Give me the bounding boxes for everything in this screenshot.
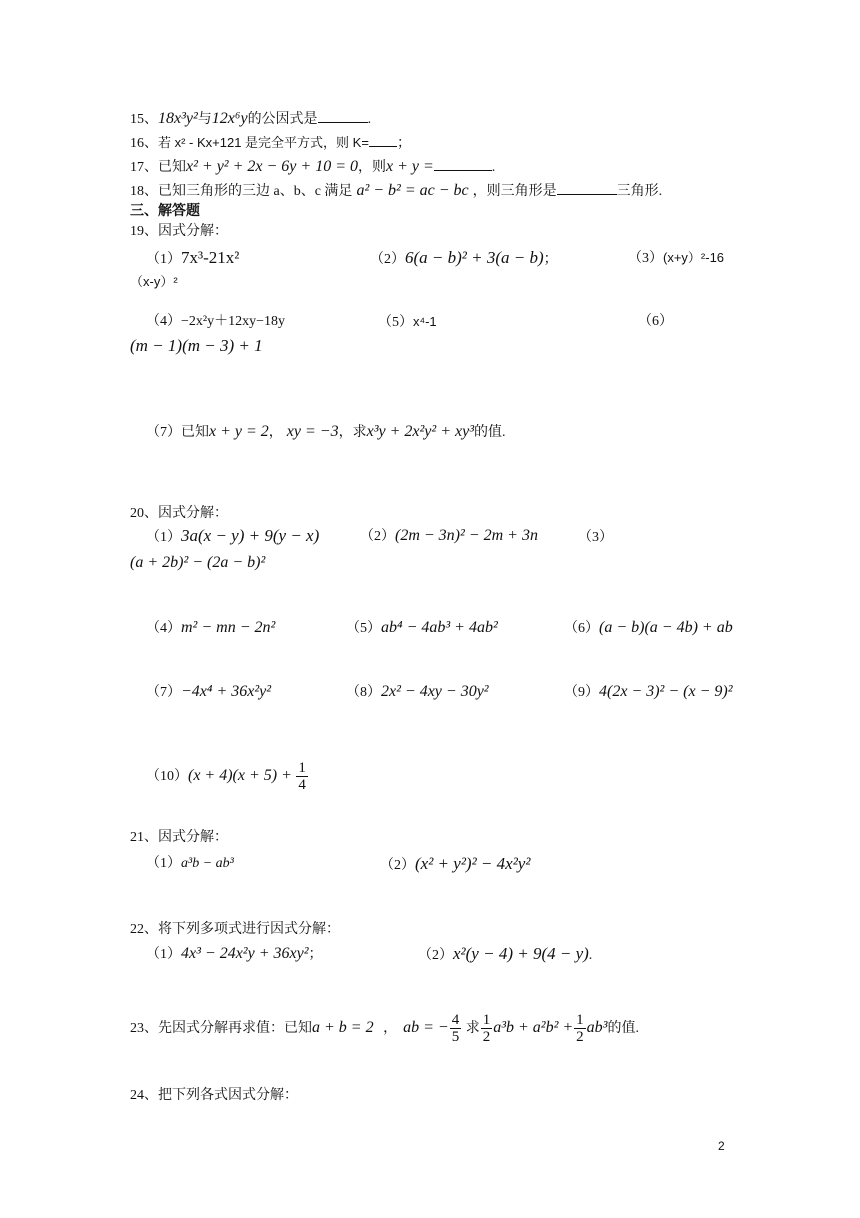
item-label: （2） (418, 948, 453, 963)
page-number: 2 (718, 1139, 725, 1153)
q19-item-2 (370, 248, 558, 270)
item-expr: (a − b)(a − 4b) + ab (599, 619, 733, 636)
q15-end: . (367, 112, 372, 127)
q21-title: 因式分解： (158, 830, 228, 845)
q17-pre: 已知 (158, 160, 186, 175)
q16-number: 16、 (130, 136, 158, 151)
item-end: . (588, 948, 593, 963)
q18-mid: ，则三角形是 (472, 184, 557, 199)
q20-item-9 (564, 682, 733, 703)
fraction (574, 1012, 586, 1045)
q23-expr-part-1: a³b + a²b² + (493, 1019, 574, 1036)
item-expr: (a + 2b)² − (2a − b)² (130, 554, 266, 571)
question-23 (130, 1008, 639, 1049)
item-expr: 6(a − b)² + 3(a − b) (405, 248, 544, 267)
item-expr: −2x²y＋12xy−18y (181, 314, 285, 329)
q20-title: 因式分解： (158, 506, 228, 521)
q17-mid: ，则 (357, 160, 386, 175)
question-21-title (130, 828, 228, 848)
item-label: （2） (370, 252, 405, 267)
item-label: （2） (380, 858, 415, 873)
q22-item-2 (418, 944, 592, 966)
item-label: （1） (146, 530, 181, 545)
item-label: （3） (628, 251, 663, 266)
item-label: （4） (146, 314, 181, 329)
fraction (296, 760, 308, 793)
q19-title: 因式分解： (158, 224, 228, 239)
condition-2: ab = − (403, 1019, 449, 1036)
q24-number: 24、 (130, 1088, 158, 1103)
section-heading: 三、解答题 (130, 204, 200, 219)
q19-item-6-expr (130, 336, 263, 358)
item-expr: (x² + y²)² − 4x²y² (415, 854, 531, 873)
q19-item-5 (378, 312, 437, 333)
item-end: 的值. (473, 425, 506, 440)
q23-sep: ， (383, 1021, 398, 1036)
item-expr: x⁴-1 (413, 314, 437, 329)
q16-end: ； (396, 136, 411, 151)
q17-expr2: x + y = (385, 158, 434, 175)
item-expr: ab⁴ − 4ab³ + 4ab² (381, 619, 498, 636)
q20-item-2 (360, 526, 538, 547)
item-expr: 3a(x − y) + 9(y − x) (181, 526, 320, 545)
item-label: （1） (146, 947, 181, 962)
question-15 (130, 108, 371, 130)
fraction-denominator: 4 (298, 777, 306, 794)
item-label: （10） (146, 769, 188, 784)
item-label: （1） (146, 856, 181, 871)
item-end: ； (308, 947, 323, 962)
q17-number: 17、 (130, 160, 158, 175)
q20-item-5 (346, 618, 498, 639)
question-19-title (130, 222, 228, 242)
fraction-numerator: 4 (451, 1012, 460, 1029)
q15-number: 15、 (130, 112, 158, 127)
q23-number: 23、 (130, 1021, 158, 1036)
answer-blank (557, 180, 617, 195)
item-label: （6） (564, 621, 599, 636)
item-expr: (x + 4)(x + 5) + (188, 767, 292, 784)
q20-number: 20、 (130, 506, 158, 521)
item-mid: ，求 (338, 425, 367, 440)
item-expr: 7x³-21x² (181, 248, 240, 267)
fraction-numerator: 1 (482, 1012, 491, 1029)
item-label: （8） (346, 685, 381, 700)
q15-tail: 的公因式是 (247, 112, 318, 127)
q20-item-4 (146, 618, 275, 639)
question-18 (130, 180, 662, 202)
answer-blank (434, 156, 492, 171)
question-22-title (130, 920, 340, 940)
q18-pre: 已知三角形的三边 a、b、c 满足 (158, 184, 353, 199)
fraction-denominator: 2 (576, 1029, 584, 1046)
q21-item-1 (146, 854, 234, 874)
q20-item-10 (146, 756, 309, 797)
q23-expr-part-2: ab³ (586, 1019, 608, 1036)
q15-expr1: 18x³y² (158, 110, 198, 127)
question-24-title (130, 1086, 298, 1106)
item-expr: (2m − 3n)² − 2m + 3n (395, 527, 538, 544)
q22-item-1 (146, 944, 323, 965)
fraction (450, 1012, 462, 1045)
q19-item-3 (628, 248, 724, 269)
question-16 (130, 132, 411, 154)
q19-item-7 (146, 422, 505, 443)
item-label: （7） (146, 425, 181, 440)
q22-title: 将下列多项式进行因式分解： (158, 922, 340, 937)
q19-item-6-label: （6） (638, 314, 673, 329)
q17-expr: x² + y² + 2x − 6y + 10 = 0 (186, 158, 358, 175)
answer-blank (318, 108, 368, 123)
item-expr: −4x⁴ + 36x²y² (181, 683, 272, 700)
q23-pre: 先因式分解再求值：已知 (158, 1021, 312, 1036)
q19-item-1 (146, 248, 239, 270)
item-pre: 已知 (181, 425, 209, 440)
item-label: （2） (360, 529, 395, 544)
q20-item-8 (346, 682, 489, 703)
fraction-denominator: 2 (482, 1029, 491, 1046)
item-sep: ， (268, 425, 283, 440)
fraction (481, 1012, 493, 1045)
q20-item-3-expr (130, 553, 265, 574)
q22-number: 22、 (130, 922, 158, 937)
item-label: （5） (378, 315, 413, 330)
fraction-denominator: 5 (451, 1029, 460, 1046)
q19-item-3-continued: （x-y）² (130, 274, 178, 289)
q20-item-7 (146, 682, 271, 703)
item-label: （5） (346, 621, 381, 636)
q23-mid: 求 (465, 1021, 480, 1036)
q21-item-2 (380, 854, 530, 876)
q21-number: 21、 (130, 830, 158, 845)
item-end: ； (543, 252, 558, 267)
q18-expr: a² − b² = ac − bc (356, 182, 469, 199)
question-17 (130, 156, 495, 178)
item-expr: (x+y）²-16 (663, 250, 725, 265)
q15-mid: 与 (197, 112, 212, 127)
q15-expr2: 12x⁶y (211, 110, 248, 127)
q19-number: 19、 (130, 224, 158, 239)
condition-1: a + b = 2 (312, 1019, 374, 1036)
item-label: （7） (146, 685, 181, 700)
fraction-numerator: 1 (576, 1012, 584, 1029)
item-label: （9） (564, 685, 599, 700)
q17-end: . (491, 160, 496, 175)
q20-item-1 (146, 526, 319, 548)
item-expr: 4(2x − 3)² − (x − 9)² (599, 683, 733, 700)
item-expr: (m − 1)(m − 3) + 1 (130, 336, 263, 355)
condition-2: xy = −3 (286, 423, 339, 440)
q16-text: 若 x² ‑ Kx+121 是完全平方式，则 K= (158, 135, 369, 150)
condition-1: x + y = 2 (209, 423, 269, 440)
question-20-title (130, 504, 228, 524)
answer-blank (369, 132, 397, 147)
item-expr: a³b − ab³ (181, 856, 234, 871)
item-expr: m² − mn − 2n² (181, 619, 276, 636)
item-expr: x³y + 2x²y² + xy³ (366, 423, 474, 440)
q18-end: 三角形. (616, 184, 663, 199)
q18-number: 18、 (130, 184, 158, 199)
q24-title: 把下列各式因式分解： (158, 1088, 298, 1103)
q20-item-6 (564, 618, 733, 639)
q23-end: 的值. (607, 1021, 639, 1036)
item-expr: x²(y − 4) + 9(4 − y) (453, 944, 589, 963)
q19-item-4 (146, 312, 285, 332)
item-expr: 2x² − 4xy − 30y² (381, 683, 489, 700)
q20-item-3-label: （3） (578, 530, 613, 545)
fraction-numerator: 1 (298, 760, 306, 777)
item-label: （4） (146, 621, 181, 636)
item-label: （1） (146, 252, 181, 267)
item-expr: 4x³ − 24x²y + 36xy² (181, 945, 309, 962)
